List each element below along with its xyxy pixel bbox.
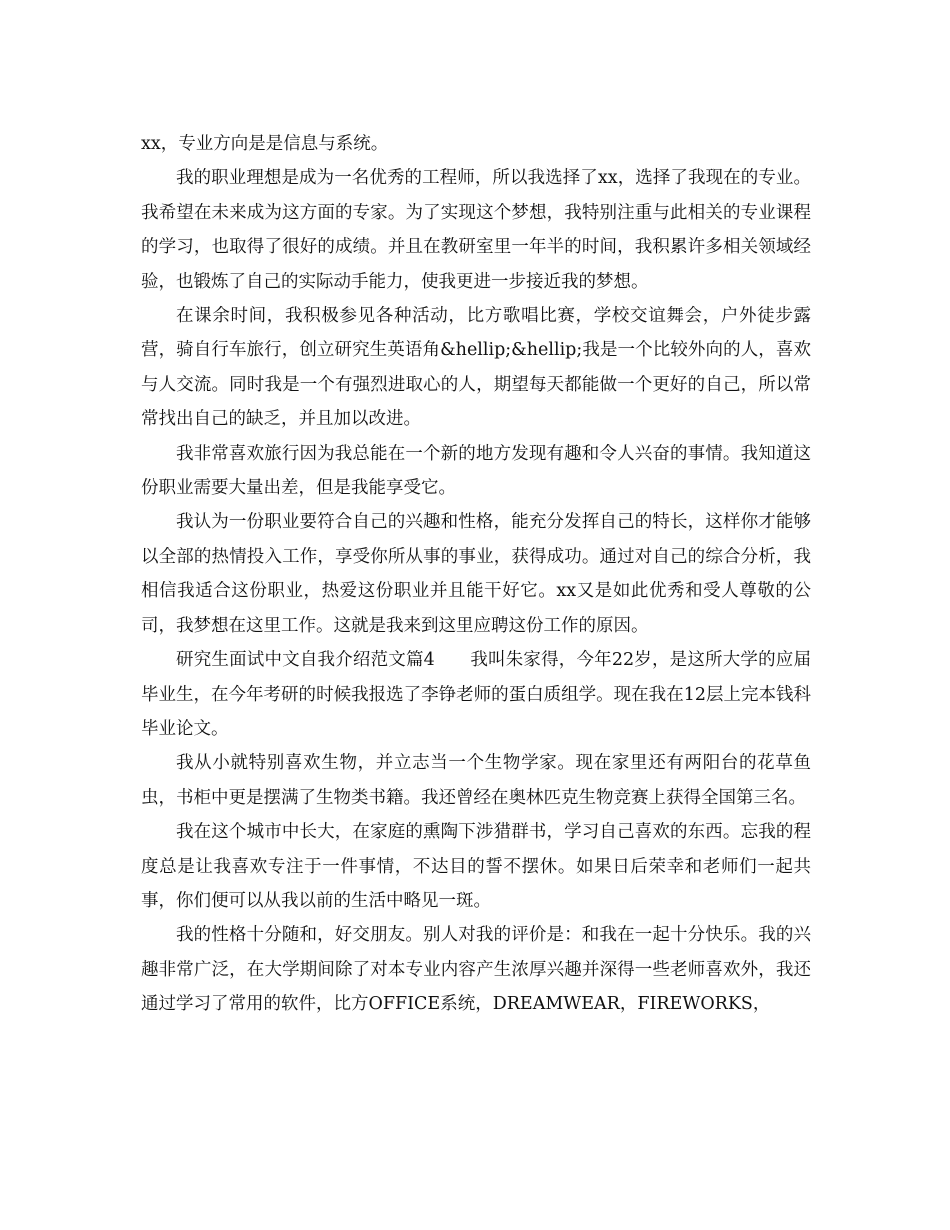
paragraph: 我的性格十分随和，好交朋友。别人对我的评价是：和我在一起十分快乐。我的兴趣非常广泛，在大学期间除了对本专业内容产生浓厚兴趣并深得一些老师喜欢外，我还通过学习了常用的软件，比方OFFICE系统，DREAMWEAR，FIREWORKS， bbox=[141, 925, 811, 1015]
paragraph: 我的职业理想是成为一名优秀的工程师，所以我选择了xx，选择了我现在的专业。我希望在未来成为这方面的专家。为了实现这个梦想，我特别注重与此相关的专业课程的学习，也取得了很好的成绩。并且在教研室里一年半的时间，我积累许多相关领域经验，也锻炼了自己的实际动手能力，使我更进一步接近我的梦想。 bbox=[141, 168, 811, 292]
paragraph: 我在这个城市中长大，在家庭的熏陶下涉猎群书，学习自己喜欢的东西。忘我的程度总是让我喜欢专注于一件事情，不达目的誓不摆休。如果日后荣幸和老师们一起共事，你们便可以从我以前的生活中略见一斑。 bbox=[141, 822, 811, 911]
paragraph: 研究生面试中文自我介绍范文篇4 我叫朱家得，今年22岁，是这所大学的应届毕业生，在今年考研的时候我报选了李铮老师的蛋白质组学。现在我在12层上完本钱科毕业论文。 bbox=[141, 650, 811, 739]
document-body bbox=[141, 127, 811, 1022]
paragraph: xx，专业方向是是信息与系统。 bbox=[141, 134, 389, 154]
paragraph: 我认为一份职业要符合自己的兴趣和性格，能充分发挥自己的特长，这样你才能够以全部的热情投入工作，享受你所从事的事业，获得成功。通过对自己的综合分析，我相信我适合这份职业，热爱这份职业并且能干好它。xx又是如此优秀和受人尊敬的公司，我梦想在这里工作。这就是我来到这里应聘这份工作的原因。 bbox=[141, 512, 811, 636]
paragraph: 我从小就特别喜欢生物，并立志当一个生物学家。现在家里还有两阳台的花草鱼虫，书柜中更是摆满了生物类书籍。我还曾经在奥林匹克生物竞赛上获得全国第三名。 bbox=[141, 753, 811, 808]
paragraph: 我非常喜欢旅行因为我总能在一个新的地方发现有趣和令人兴奋的事情。我知道这份职业需要大量出差，但是我能享受它。 bbox=[141, 443, 811, 499]
paragraph: 在课余时间，我积极参见各种活动，比方歌唱比赛，学校交谊舞会，户外徒步露营，骑自行车旅行，创立研究生英语角&hellip;&hellip;我是一个比较外向的人，喜欢与人交流。同时我是一个有强烈进取心的人，期望每天都能做一个更好的自己，所以常常找出自己的缺乏，并且加以改进。 bbox=[141, 306, 811, 430]
